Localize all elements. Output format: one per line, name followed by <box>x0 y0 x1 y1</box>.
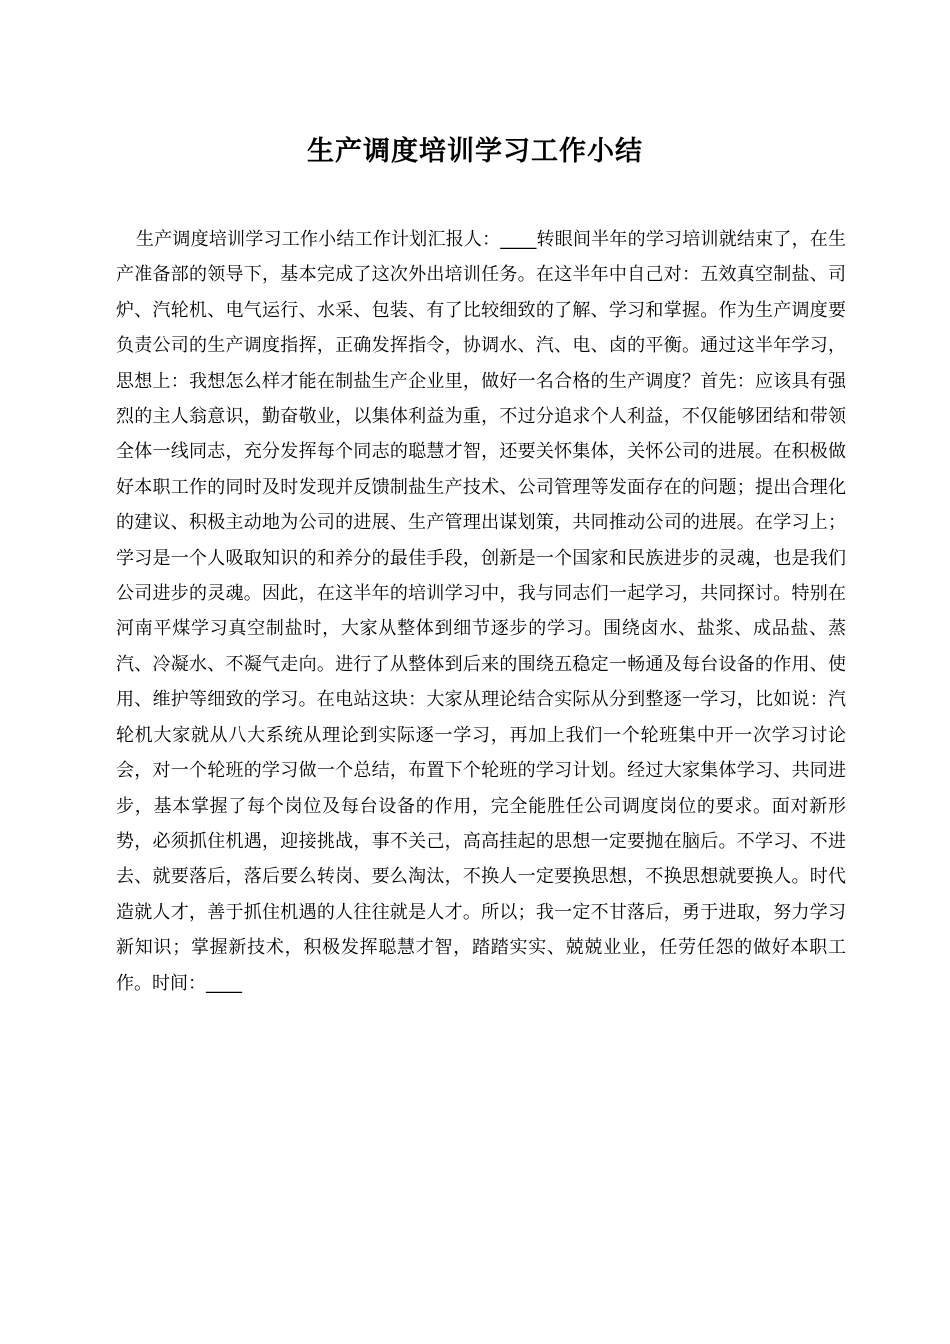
document-title: 生产调度培训学习工作小结 <box>307 136 643 167</box>
document-body-paragraph: 生产调度培训学习工作小结工作计划汇报人：____转眼间半年的学习培训就结束了，在生产准备部的领导下，基本完成了这次外出培训任务。在这半年中自己对：五效真空制盐、司炉、汽轮机、电气运行、水采、包装、有了比较细致的了解、学习和掌握。作为生产调度要负责公司的生产调度指挥，正确发挥指令，协调水、汽、电、卤的平衡。通过这半年学习，思想上：我想怎么样才能在制盐生产企业里，做好一名合格的生产调度？首先：应该具有强烈的主人翁意识，勤奋敬业，以集体利益为重，不过分追求个人利益，不仅能够团结和带领全体一线同志，充分发挥每个同志的聪慧才智，还要关怀集体，关怀公司的进展。在积极做好本职工作的同时及时发现并反馈制盐生产技术、公司管理等发面存在的问题；提出合理化的建议、积极主动地为公司的进展、生产管理出谋划策，共同推动公司的进展。在学习上；学习是一个人吸取知识的和养分的最佳手段，创新是一个国家和民族进步的灵魂，也是我们公司进步的灵魂。因此，在这半年的培训学习中，我与同志们一起学习，共同探讨。特别在河南平煤学习真空制盐时，大家从整体到细节逐步的学习。围绕卤水、盐浆、成品盐、蒸汽、冷凝水、不凝气走向。进行了从整体到后来的围绕五稳定一畅通及每台设备的作用、使用、维护等细致的学习。在电站这块：大家从理论结合实际从分到整逐一学习，比如说：汽轮机大家就从八大系统从理论到实际逐一学习，再加上我们一个轮班集中开一次学习讨论会，对一个轮班的学习做一个总结，布置下个轮班的学习计划。经过大家集体学习、共同进步，基本掌握了每个岗位及每台设备的作用，完全能胜任公司调度岗位的要求。面对新形势，必须抓住机遇，迎接挑战，事不关己，高高挂起的思想一定要抛在脑后。不学习、不进去、就要落后，落后要么转岗、要么淘汰，不换人一定要换思想，不换思想就要换人。时代造就人才，善于抓住机遇的人往往就是人才。所以；我一定不甘落后，勇于进取，努力学习新知识；掌握新技术，积极发挥聪慧才智，踏踏实实、兢兢业业，任劳任怨的做好本职工作。时间：____ <box>116 229 846 994</box>
